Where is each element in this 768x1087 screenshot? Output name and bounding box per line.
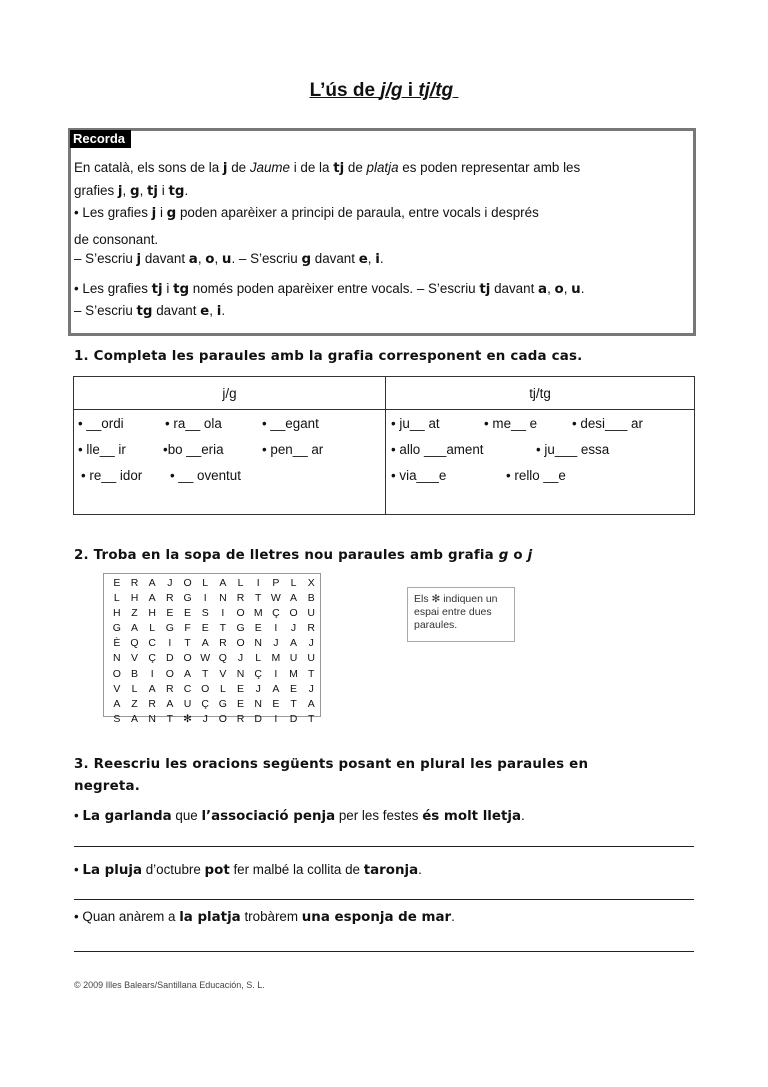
sentence-1: • La garlanda que l’associació penja per les festes és molt lletja. xyxy=(74,808,525,824)
recorda-line-3: • Les grafies j i g poden aparèixer a principi de paraula, entre vocals i després xyxy=(74,205,539,221)
grid-row: L H A R G I N R T W A B xyxy=(113,592,315,605)
recorda-line-2: grafies j, g, tj i tg. xyxy=(74,183,189,199)
word-blank[interactable]: •bo __eria xyxy=(163,442,224,457)
grid-row: G A L G F E T G E I J R xyxy=(112,622,316,635)
word-blank[interactable]: • rello __e xyxy=(506,468,566,483)
answer-line-1[interactable] xyxy=(74,846,694,847)
col-tjtg-header: tj/tg xyxy=(386,377,695,410)
title-prefix: L’ús de xyxy=(309,80,381,101)
exercise-1-table xyxy=(73,376,695,515)
title-tjtg: tj/tg xyxy=(418,80,454,101)
answer-line-3[interactable] xyxy=(74,951,694,952)
grid-row: E R A J O L A L I P L X xyxy=(113,577,315,589)
exercise-3-heading-line-1: 3. Reescriu les oracions següents posant en plural les paraules en xyxy=(74,757,589,772)
recorda-line-7: – S’escriu tg davant e, i. xyxy=(74,303,226,319)
title-mid: i xyxy=(402,80,419,101)
word-blank[interactable]: • via___e xyxy=(391,468,447,483)
grid-row: È Q C I T A R O N J A J xyxy=(113,637,314,650)
word-blank[interactable]: • lle__ ir xyxy=(78,442,126,457)
word-blank[interactable]: • me__ e xyxy=(484,416,538,431)
answer-line-2[interactable] xyxy=(74,899,694,900)
grid-row: A Z R A U Ç G E N E T A xyxy=(113,697,315,710)
grid-row: S A N T ✻ J O R D I D T xyxy=(113,712,315,725)
word-blank[interactable]: • allo ___ament xyxy=(391,442,484,457)
word-blank[interactable]: • __ordi xyxy=(78,416,124,431)
exercise-3-heading-line-2: negreta. xyxy=(74,779,141,794)
sentence-2: • La pluja d’octubre pot fer malbé la collita de taronja. xyxy=(74,862,422,878)
exercise-2-heading: 2. Troba en la sopa de lletres nou paraules amb grafia g o j xyxy=(74,548,533,563)
recorda-line-6: • Les grafies tj i tg només poden aparèixer entre vocals. – S’escriu tj davant a, o, u. xyxy=(74,281,585,297)
word-blank[interactable]: • __egant xyxy=(262,416,319,431)
recorda-label: Recorda xyxy=(70,130,131,148)
recorda-line-1: En català, els sons de la j de Jaume i de la tj de platja es poden representar amb les xyxy=(74,160,581,176)
sentence-3: • Quan anàrem a la platja trobàrem una esponja de mar. xyxy=(74,909,455,925)
word-blank[interactable]: • ra__ ola xyxy=(165,416,222,431)
page-title xyxy=(0,80,768,102)
tjtg-cell xyxy=(386,410,695,515)
grid-row: V L A R C O L E J A E J xyxy=(113,682,314,695)
word-blank[interactable]: • ju___ essa xyxy=(536,442,610,457)
jg-cell xyxy=(74,410,386,515)
grid-row: O B I O A T V N Ç I M T xyxy=(112,667,315,680)
word-blank[interactable]: • pen__ ar xyxy=(262,442,324,457)
copyright-footer: © 2009 Illes Balears/Santillana Educación, S. L. xyxy=(74,980,265,990)
recorda-line-5: – S’escriu j davant a, o, u. – S’escriu g davant e, i. xyxy=(74,251,384,267)
exercise-1-heading: 1. Completa les paraules amb la grafia corresponent en cada cas. xyxy=(74,349,583,364)
word-blank[interactable]: • ju__ at xyxy=(391,416,440,431)
word-blank[interactable]: • desi___ ar xyxy=(572,416,643,431)
title-jg: j/g xyxy=(380,80,403,101)
word-blank[interactable]: • __ oventut xyxy=(170,468,241,483)
grid-note: Els ✻ indiquen un espai entre dues paraules. xyxy=(407,587,515,642)
word-search-grid xyxy=(103,573,321,725)
word-blank[interactable]: • re__ idor xyxy=(81,468,143,483)
grid-row: N V Ç D O W Q J L M U U xyxy=(113,652,316,665)
grid-row: H Z H E E S I O M Ç O U xyxy=(113,607,316,620)
col-jg-header: j/g xyxy=(74,377,386,410)
recorda-line-4: de consonant. xyxy=(74,232,159,247)
